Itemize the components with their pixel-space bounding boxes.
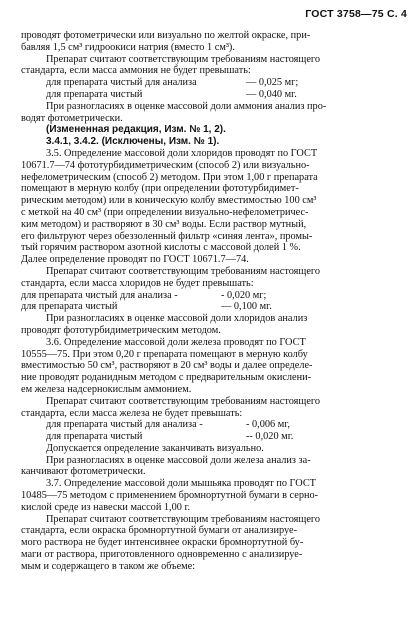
text-line: стандарта, если окраска бромнортутной бумаги от анализируе- bbox=[21, 525, 298, 537]
limit-row bbox=[21, 77, 407, 89]
text-line: проводят фотометрически или визуально по желтой окраске, при- bbox=[21, 30, 311, 41]
text-line: ние проводят роданидным методом с предварительным окислени- bbox=[21, 372, 312, 384]
edition-note: (Измененная редакция, Изм. № 1, 2). bbox=[46, 124, 226, 136]
limit-value: — 0,025 мг; bbox=[246, 77, 299, 89]
text-line: Препарат считают соответствующим требованиям настоящего bbox=[46, 395, 321, 407]
text-line: маги от раствора, приготовленного одновременно с анализируе- bbox=[21, 549, 303, 561]
text-line: Препарат считают соответствующим требованиям настоящего bbox=[46, 265, 321, 277]
document-body bbox=[21, 30, 407, 573]
text-line: с меткой на 40 см³ (при определении визуально-нефелометричес- bbox=[21, 206, 309, 218]
text-line: 10671.7—74 фототурбидиметрическим (способ 2) или визуально- bbox=[21, 159, 310, 171]
text-line: проводят фототурбидиметрическим методом. bbox=[21, 324, 221, 336]
limit-row bbox=[21, 301, 407, 313]
text-line: стандарта, если масса хлоридов не будет превышать: bbox=[21, 277, 254, 289]
text-line: При разногласиях в оценке массовой доли железа анализ за- bbox=[46, 454, 311, 466]
section-3-5: 3.5. Определение массовой доли хлоридов проводят по ГОСТ bbox=[46, 147, 318, 159]
text-line: его фильтруют через обеззоленный фильтр «синяя лента», промы- bbox=[21, 230, 313, 242]
text-line: нефелометрическим (способ 2) методом. При этом 1,00 г препарата bbox=[21, 171, 318, 183]
text-line: При разногласиях в оценке массовой доли хлоридов анализ bbox=[46, 313, 308, 325]
text-line: кислой среде из навески массой 1,00 г. bbox=[21, 501, 191, 513]
text-line: Препарат считают соответствующим требованиям настоящего bbox=[46, 53, 321, 65]
limit-label: для препарата чистый для анализа bbox=[46, 77, 197, 89]
text-line: При разногласиях в оценке массовой доли аммония анализ про- bbox=[46, 100, 327, 112]
text-line: 10555—75. При этом 0,20 г препарата помещают в мерную колбу bbox=[21, 348, 308, 360]
limit-label: для препарата чистый bbox=[46, 88, 143, 100]
text-line: Допускается определение заканчивать визуально. bbox=[46, 442, 264, 454]
page-header: ГОСТ 3758—75 С. 4 bbox=[305, 8, 407, 20]
text-line: стандарта, если масса аммония не будет превышать: bbox=[21, 65, 251, 77]
text-line: мого раствора не будет интенсивнее окраски бромнортутной бу- bbox=[21, 537, 304, 549]
text-line: тый горячим раствором азотной кислоты с массовой долей 1 %. bbox=[21, 242, 301, 254]
text-line: мым и содержащего в таком же объеме: bbox=[21, 560, 196, 572]
text-line: стандарта, если масса железа не будет превышать: bbox=[21, 407, 243, 419]
text-line: водят фотометрически. bbox=[21, 112, 123, 124]
limit-value: - 0,020 мг; bbox=[221, 289, 267, 301]
limit-label: для препарата чистый bbox=[21, 301, 118, 313]
limit-label: для препарата чистый bbox=[46, 431, 143, 443]
text-line: канчивают фотометрически. bbox=[21, 466, 146, 478]
text-line: бавляя 1,5 см³ гидроокиси натрия (вместо 1 см³). bbox=[21, 41, 235, 53]
limit-label: для препарата чистый для анализа - bbox=[46, 419, 203, 431]
limit-label: для препарата чистый для анализа - bbox=[21, 289, 178, 301]
limit-row bbox=[21, 290, 407, 302]
section-3-7: 3.7. Определение массовой доли мышьяка проводят по ГОСТ bbox=[46, 478, 316, 490]
limit-row bbox=[21, 419, 407, 431]
text-line: помещают в мерную колбу (при определении фототурбидимет- bbox=[21, 183, 299, 195]
text-line: вместимостью 50 см³, растворяют в 20 см³ воды и далее определе- bbox=[21, 360, 313, 372]
limit-value: — 0,100 мг. bbox=[221, 301, 272, 313]
text-line: ем железа надсернокислым аммонием. bbox=[21, 383, 192, 395]
text-line: рическим методом) или в коническую колбу вместимостью 100 см³ bbox=[21, 195, 317, 207]
text-line: Препарат считают соответствующим требованиям настоящего bbox=[46, 513, 321, 525]
excluded-note: 3.4.1, 3.4.2. (Исключены, Изм. № 1). bbox=[46, 136, 220, 148]
limit-value: — 0,040 мг. bbox=[246, 88, 297, 100]
text-line: Далее определение проводят по ГОСТ 10671.7—74. bbox=[21, 254, 249, 266]
limit-row bbox=[21, 89, 407, 101]
limit-row bbox=[21, 431, 407, 443]
limit-value: -- 0,020 мг. bbox=[246, 431, 294, 443]
limit-value: - 0,006 мг, bbox=[246, 419, 290, 431]
section-3-6: 3.6. Определение массовой доли железа проводят по ГОСТ bbox=[46, 336, 306, 348]
text-line: ким методом) и растворяют в 30 см³ воды. Если раствор мутный, bbox=[21, 218, 307, 230]
text-line: 10485—75 методом с применением бромнортутной бумаги в серно- bbox=[21, 490, 319, 502]
